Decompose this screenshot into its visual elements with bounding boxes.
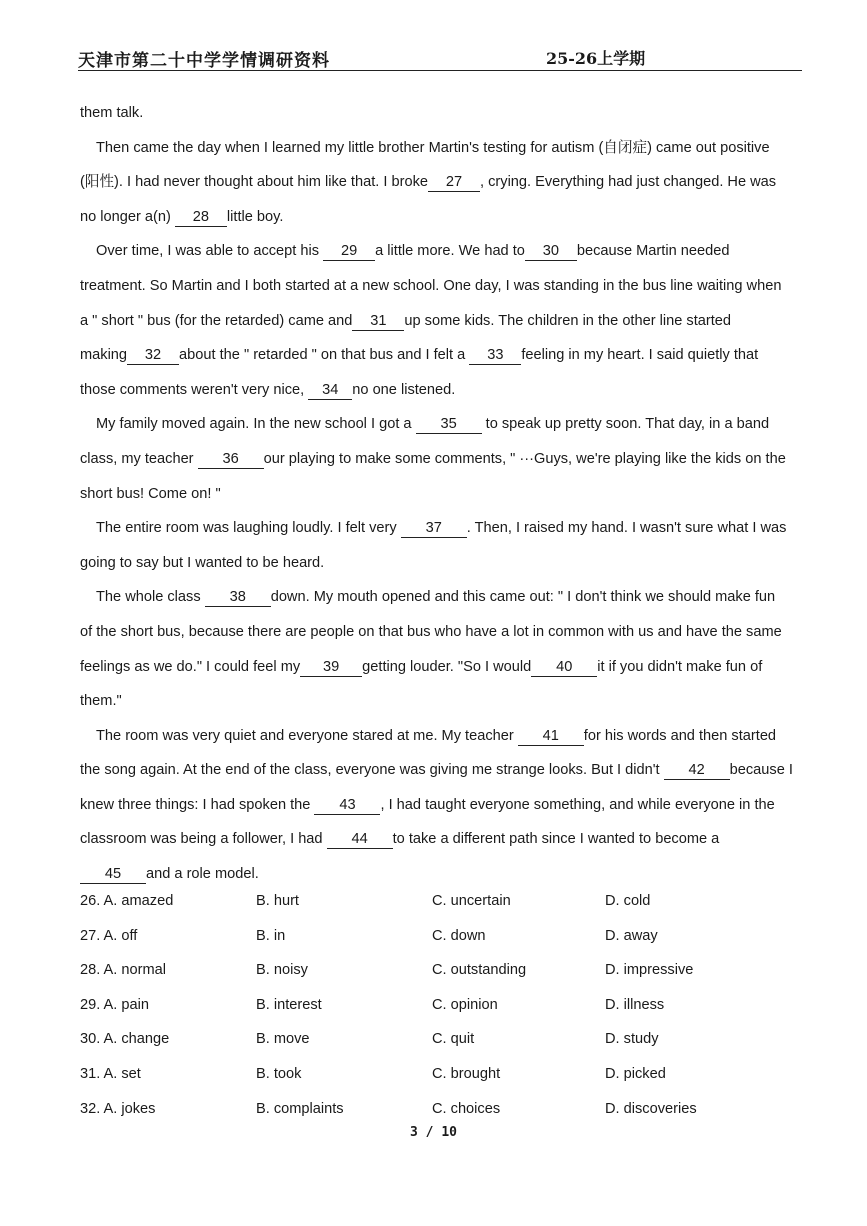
passage-text: it if you didn't make fun of xyxy=(597,658,763,675)
option-a-text: A. normal xyxy=(103,962,166,979)
option-a xyxy=(80,1057,141,1092)
option-c: C. down xyxy=(432,927,486,944)
option-a xyxy=(80,953,166,988)
page-number: 3 / 10 xyxy=(410,1125,457,1140)
option-d: D. illness xyxy=(605,996,665,1013)
blank-31: 31 xyxy=(352,312,404,331)
passage-line xyxy=(80,580,792,615)
passage-text: feelings as we do." I could feel my xyxy=(80,658,301,675)
passage-line xyxy=(80,477,792,512)
question-row xyxy=(80,919,792,954)
question-row xyxy=(80,953,792,988)
passage-text: going to say but I wanted to be heard. xyxy=(80,554,325,571)
blank-33: 33 xyxy=(469,346,521,365)
passage-line xyxy=(80,96,792,131)
passage-text: a little more. We had to xyxy=(375,243,525,260)
blank-41: 41 xyxy=(518,727,584,746)
option-a-text: A. pain xyxy=(103,996,149,1013)
passage-text: because I xyxy=(729,762,793,779)
option-c: C. brought xyxy=(432,1065,501,1082)
passage-text: a " short " bus (for the retarded) came and xyxy=(80,312,353,329)
blank-35: 35 xyxy=(416,415,482,434)
passage-text: them talk. xyxy=(80,105,144,121)
passage-line xyxy=(80,684,792,719)
question-number: 28. xyxy=(80,962,101,979)
option-c: C. outstanding xyxy=(432,962,527,979)
question-row xyxy=(80,988,792,1023)
passage-line xyxy=(80,407,792,442)
passage-line xyxy=(80,269,792,304)
passage-line xyxy=(80,822,792,857)
blank-38: 38 xyxy=(205,588,271,607)
passage-text: , I had taught everyone something, and while everyone in the xyxy=(380,796,775,813)
option-a xyxy=(80,884,173,919)
passage-line xyxy=(80,788,792,823)
option-c: C. uncertain xyxy=(432,893,511,909)
option-a xyxy=(80,1022,169,1057)
answer-options xyxy=(80,884,792,1126)
passage-text: about the " retarded " on that bus and I felt a xyxy=(179,347,470,364)
passage-text: My family moved again. In the new school I got a xyxy=(96,416,416,433)
blank-29: 29 xyxy=(323,242,375,261)
header-divider xyxy=(78,70,802,71)
option-a xyxy=(80,988,149,1023)
option-b: B. noisy xyxy=(256,962,308,979)
cloze-passage xyxy=(80,96,792,892)
question-row xyxy=(80,1022,792,1057)
option-d: D. away xyxy=(605,927,658,944)
passage-text: The whole class xyxy=(96,589,205,606)
passage-line xyxy=(80,719,792,754)
passage-line xyxy=(80,200,792,235)
passage-line xyxy=(80,338,792,373)
passage-line xyxy=(80,304,792,339)
page-header xyxy=(78,46,802,70)
option-d: D. impressive xyxy=(605,962,694,979)
passage-text: class, my teacher xyxy=(80,450,198,467)
passage-text: treatment. So Martin and I both started at a new school. One day, I was standing in the bus line waiting when xyxy=(80,277,782,294)
passage-line xyxy=(80,442,792,477)
option-b: B. in xyxy=(256,927,286,944)
blank-28: 28 xyxy=(175,208,227,227)
passage-text: (阳性). I had never thought about him like that. I broke xyxy=(80,174,428,191)
passage-text: to speak up pretty soon. That day, in a band xyxy=(481,416,770,433)
passage-text: classroom was being a follower, I had xyxy=(80,831,327,848)
option-d: D. study xyxy=(605,1031,659,1048)
passage-line xyxy=(80,615,792,650)
option-d: D. discoveries xyxy=(605,1100,697,1117)
passage-text: no longer a(n) xyxy=(80,208,175,225)
passage-line xyxy=(80,753,792,788)
option-b: B. complaints xyxy=(256,1100,344,1117)
option-a-text: A. change xyxy=(103,1031,170,1048)
option-d: D. cold xyxy=(605,893,651,909)
passage-text: getting louder. "So I would xyxy=(362,658,532,675)
option-c: C. opinion xyxy=(432,996,498,1013)
passage-text: because Martin needed xyxy=(576,243,730,260)
question-number: 26. xyxy=(80,893,101,909)
option-a-text: A. set xyxy=(103,1065,141,1082)
passage-text: them." xyxy=(80,693,122,710)
blank-36: 36 xyxy=(198,450,264,469)
passage-text: those comments weren't very nice, xyxy=(80,381,309,398)
question-row xyxy=(80,1092,792,1127)
passage-text: short bus! Come on! " xyxy=(80,485,221,502)
option-b: B. move xyxy=(256,1031,310,1048)
passage-text: little boy. xyxy=(226,208,284,225)
blank-27: 27 xyxy=(428,173,480,192)
option-a xyxy=(80,1092,155,1127)
option-a-text: A. amazed xyxy=(103,893,174,909)
passage-text: our playing to make some comments, " ···Guys, we're playing like the kids on the xyxy=(263,450,786,467)
blank-30: 30 xyxy=(525,242,577,261)
passage-line xyxy=(80,373,792,408)
term-label: 25-26上学期 xyxy=(546,49,646,68)
question-number: 29. xyxy=(80,996,101,1013)
option-b: B. hurt xyxy=(256,893,299,909)
passage-text: Then came the day when I learned my little brother Martin's testing for autism (自闭症) came out positive xyxy=(96,139,770,156)
option-a-text: A. off xyxy=(103,927,138,944)
question-number: 27. xyxy=(80,927,101,944)
blank-34: 34 xyxy=(308,381,352,400)
option-c: C. quit xyxy=(432,1031,475,1048)
option-c: C. choices xyxy=(432,1100,501,1117)
passage-text: Over time, I was able to accept his xyxy=(96,243,324,260)
passage-text: up some kids. The children in the other line started xyxy=(404,312,732,329)
passage-text: no one listened. xyxy=(352,381,456,398)
blank-32: 32 xyxy=(127,346,179,365)
passage-line xyxy=(80,165,792,200)
blank-43: 43 xyxy=(314,796,380,815)
question-row xyxy=(80,884,792,919)
passage-line xyxy=(80,650,792,685)
passage-text: down. My mouth opened and this came out: " I don't think we should make fun xyxy=(270,589,776,606)
passage-text: , crying. Everything had just changed. He was xyxy=(480,174,777,191)
passage-text: making xyxy=(80,347,128,364)
passage-line xyxy=(80,131,792,166)
blank-40: 40 xyxy=(531,658,597,677)
option-a-text: A. jokes xyxy=(103,1100,156,1117)
passage-text: The entire room was laughing loudly. I felt very xyxy=(96,520,401,537)
passage-text: knew three things: I had spoken the xyxy=(80,796,315,813)
passage-line xyxy=(80,546,792,581)
question-number: 32. xyxy=(80,1100,101,1117)
passage-text: The room was very quiet and everyone stared at me. My teacher xyxy=(96,727,518,744)
blank-45: 45 xyxy=(80,865,146,884)
passage-line xyxy=(80,234,792,269)
blank-44: 44 xyxy=(327,830,393,849)
passage-text: of the short bus, because there are people on that bus who have a lot in common with us and have the same xyxy=(80,623,782,640)
blank-39: 39 xyxy=(300,658,362,677)
passage-text: . Then, I raised my hand. I wasn't sure what I was xyxy=(466,520,787,537)
question-number: 31. xyxy=(80,1065,101,1082)
option-b: B. took xyxy=(256,1065,302,1082)
passage-line xyxy=(80,511,792,546)
option-b: B. interest xyxy=(256,996,322,1013)
option-d: D. picked xyxy=(605,1065,666,1082)
blank-42: 42 xyxy=(664,761,730,780)
question-row xyxy=(80,1057,792,1092)
option-a xyxy=(80,919,137,954)
question-number: 30. xyxy=(80,1031,101,1048)
passage-text: for his words and then started xyxy=(583,727,777,744)
blank-37: 37 xyxy=(401,519,467,538)
passage-text: feeling in my heart. I said quietly that xyxy=(521,347,759,364)
passage-text: the song again. At the end of the class, everyone was giving me strange looks. But I didn't xyxy=(80,762,664,779)
school-title: 天津市第二十中学学情调研资料 xyxy=(78,51,330,71)
passage-text: and a role model. xyxy=(146,866,259,883)
passage-text: to take a different path since I wanted to become a xyxy=(392,831,720,848)
